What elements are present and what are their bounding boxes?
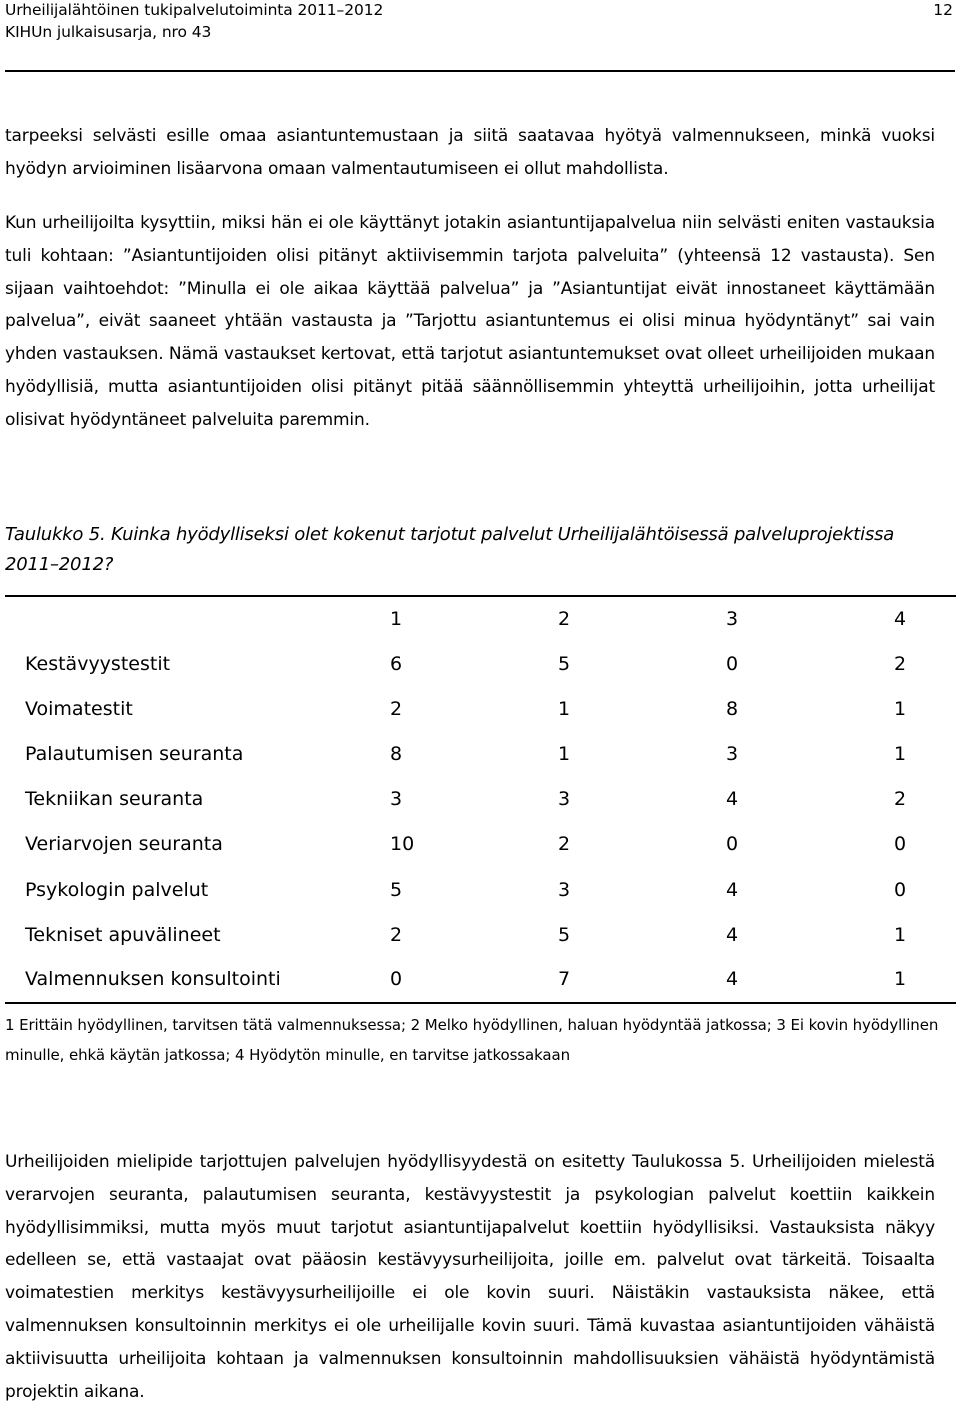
row-label: Kestävyystestit: [25, 652, 171, 675]
table-caption: Taulukko 5. Kuinka hyödylliseksi olet kokenut tarjotut palvelut Urheilijalähtöisessä palveluprojektissa 2011–2012?: [5, 524, 895, 575]
table-cell: 8: [726, 697, 739, 720]
table-cell: 0: [726, 833, 739, 856]
row-label: Valmennuksen konsultointi: [5, 957, 390, 1002]
table-row: [5, 686, 956, 731]
paragraph-2: Kun urheilijoilta kysyttiin, miksi hän ei ole käyttänyt jotakin asiantuntijapalvelua niin selvästi eniten vastauksia tuli kohtaan: ”Asiantuntijoiden olisi pitänyt aktiivisemmin tarjota palveluita” (yhteensä 12 vastausta). Sen sijaan vaihtoehdot: ”Minulla ei ole aikaa käyttää palvelua” ja ”Asiantuntijat eivät innostaneet käyttämään palvelua”, eivät saaneet yhtään vastausta ja ”Tarjottu asiantuntemus ei olisi minua hyödyntänyt” sai vain yhden vastauksen. Nämä vastaukset kertovat, että tarjotut asiantuntemukset ovat olleet urheilijoiden mukaan hyödyllisiä, mutta asiantuntijoiden olisi pitänyt pitää säännöllisemmin yhteyttä urheilijoihin, jotta urheilijat olisivat hyödyntäneet palveluita paremmin.: [5, 213, 935, 430]
table-cell: 10: [390, 833, 415, 856]
table-cell: 1: [894, 957, 956, 1002]
table-cell: 1: [558, 697, 571, 720]
table-row: [5, 777, 956, 822]
column-header: 4: [894, 596, 956, 641]
series-label: KIHUn julkaisusarja, nro 43: [5, 23, 212, 41]
column-header: 1: [390, 596, 558, 641]
table-cell: 0: [390, 957, 558, 1002]
table-row: [5, 641, 956, 686]
row-label: Voimatestit: [25, 697, 133, 720]
table-cell: 2: [390, 923, 403, 946]
table-cell: 5: [558, 652, 571, 675]
table-cell: 4: [726, 923, 739, 946]
row-label: Veriarvojen seuranta: [25, 833, 223, 856]
table-cell: 2: [558, 833, 571, 856]
table-cell: 1: [894, 742, 907, 765]
table-cell: 3: [390, 788, 403, 811]
table-row: [5, 731, 956, 776]
table-row: [5, 912, 956, 957]
usefulness-table: [5, 595, 956, 1004]
table-cell: 4: [726, 788, 739, 811]
page-header: [5, 0, 955, 72]
table-row: [5, 957, 956, 1002]
page-number: 12: [933, 1, 953, 19]
table-cell: 3: [726, 742, 739, 765]
table-cell: 2: [390, 697, 403, 720]
table-cell: 4: [726, 957, 894, 1002]
table-cell: 6: [390, 652, 403, 675]
row-label: Palautumisen seuranta: [25, 742, 244, 765]
row-label: Tekniset apuvälineet: [25, 923, 221, 946]
column-header: 3: [726, 596, 894, 641]
report-title: Urheilijalähtöinen tukipalvelutoiminta 2011–2012: [5, 1, 384, 19]
table-cell: 0: [894, 878, 907, 901]
table-cell: 3: [558, 788, 571, 811]
table-cell: 0: [726, 652, 739, 675]
table-cell: 5: [390, 878, 403, 901]
table-cell: 2: [894, 652, 907, 675]
table-body: [5, 641, 956, 1003]
table-cell: 4: [726, 878, 739, 901]
table-cell: 1: [894, 697, 907, 720]
table-header-row: [5, 596, 956, 641]
paragraph-3: Urheilijoiden mielipide tarjottujen palvelujen hyödyllisyydestä on esitetty Taulukossa 5. Urheilijoiden mielestä verarvojen seuranta, palautumisen seuranta, kestävyystestit ja psykologian palvelut koettiin kaikkein hyödyllisimmiksi, mutta myös muut tarjotut asiantuntijapalvelut koettiin hyödyllisiksi. Vastauksista näkyy edelleen se, että vastaajat ovat pääosin kestävyysurheilijoita, joille em. palvelut ovat tärkeitä. Toisaalta voimatestien merkitys kestävyysurheilijoille ei ole kovin suuri. Näistäkin vastauksista näkee, että valmennuksen konsultoinnin merkitys ei ole urheilijalle kovin suuri. Tämä kuvastaa asiantuntijoiden vähäistä aktiivisuutta urheilijoita kohtaan ja valmennuksen konsultoinnin mahdollisuuksien vähäistä hyödyntämistä projektin aikana.: [5, 1152, 935, 1402]
table-row: [5, 822, 956, 867]
row-label: Tekniikan seuranta: [25, 788, 204, 811]
table-row: [5, 867, 956, 912]
table-cell: 5: [558, 923, 571, 946]
row-label: Psykologin palvelut: [25, 878, 209, 901]
table-cell: 3: [558, 878, 571, 901]
table-cell: 1: [558, 742, 571, 765]
column-header: 2: [558, 596, 726, 641]
table-cell: 7: [558, 957, 726, 1002]
table-footnote: 1 Erittäin hyödyllinen, tarvitsen tätä valmennuksessa; 2 Melko hyödyllinen, haluan hyödyntää jatkossa; 3 Ei kovin hyödyllinen minulle, ehkä käytän jatkossa; 4 Hyödytön minulle, en tarvitse jatkossakaan: [5, 1016, 939, 1064]
table-cell: 1: [894, 923, 907, 946]
table-cell: 2: [894, 788, 907, 811]
table-cell: 8: [390, 742, 403, 765]
header-divider: [5, 70, 955, 72]
table-cell: 0: [894, 833, 907, 856]
paragraph-1: tarpeeksi selvästi esille omaa asiantuntemustaan ja siitä saatavaa hyötyä valmennukseen, minkä vuoksi hyödyn arvioiminen lisäarvona omaan valmentautumiseen ei ollut mahdollista.: [5, 126, 935, 179]
column-header: [5, 596, 390, 641]
